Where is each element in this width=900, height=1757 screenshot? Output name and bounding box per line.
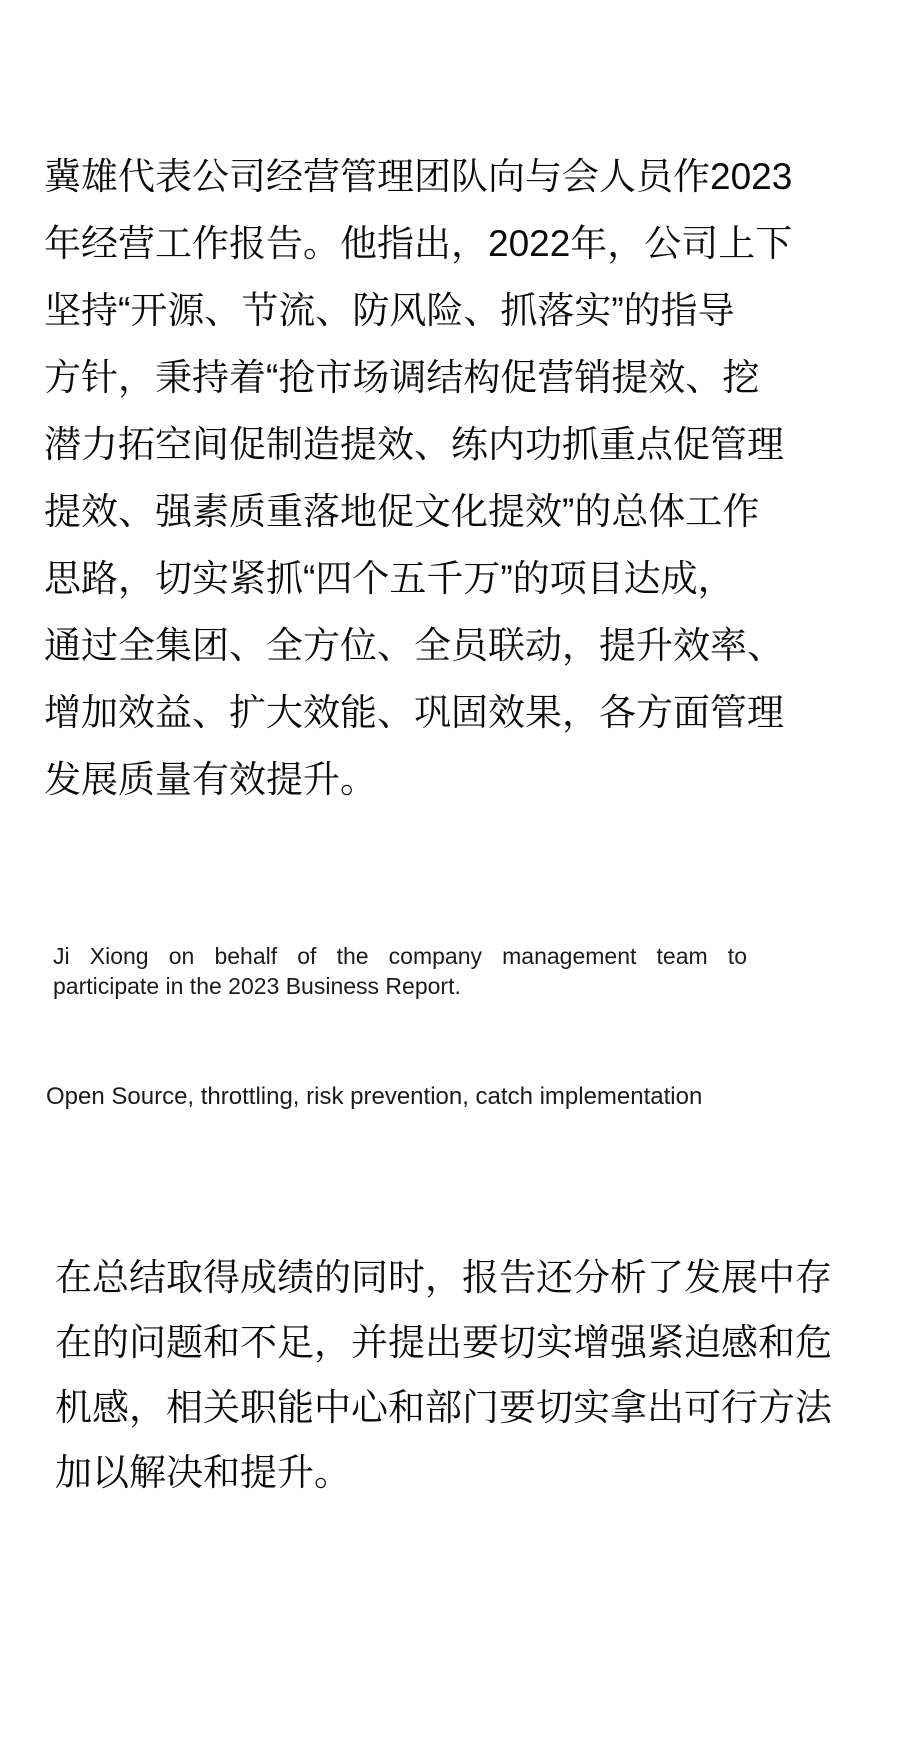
caption-line: Ji Xiong on behalf of the company management team to: [53, 943, 747, 969]
paragraph-line: 增加效益、扩大效能、巩固效果，各方面管理: [44, 692, 784, 733]
paragraph-line: 坚持“开源、节流、防风险、抓落实”的指导: [44, 290, 735, 331]
chinese-paragraph-2: [55, 1245, 832, 1505]
english-caption-slogan: Open Source, throttling, risk prevention, catch implementation: [46, 1083, 703, 1110]
english-caption-report: [53, 941, 747, 1001]
paragraph-line: 发展质量有效提升。: [44, 759, 377, 800]
paragraph-line: 思路，切实紧抓“四个五千万”的项目达成，: [44, 558, 735, 599]
paragraph-line: 加以解决和提升。: [55, 1452, 351, 1493]
paragraph-line: 提效、强素质重落地促文化提效”的总体工作: [44, 491, 760, 532]
paragraph-line: 冀雄代表公司经营管理团队向与会人员作2023: [44, 156, 793, 197]
paragraph-line: 在的问题和不足，并提出要切实增强紧迫感和危: [55, 1322, 832, 1363]
paragraph-line: 年经营工作报告。他指出，2022年，公司上下: [44, 223, 793, 264]
paragraph-line: 在总结取得成绩的同时，报告还分析了发展中存: [55, 1257, 832, 1298]
chinese-paragraph-1: [44, 143, 792, 813]
caption-line: participate in the 2023 Business Report.: [53, 973, 461, 999]
paragraph-line: 通过全集团、全方位、全员联动，提升效率、: [44, 625, 784, 666]
paragraph-line: 潜力拓空间促制造提效、练内功抓重点促管理: [44, 424, 784, 465]
paragraph-line: 机感，相关职能中心和部门要切实拿出可行方法: [55, 1387, 832, 1428]
paragraph-line: 方针，秉持着“抢市场调结构促营销提效、挖: [44, 357, 760, 398]
